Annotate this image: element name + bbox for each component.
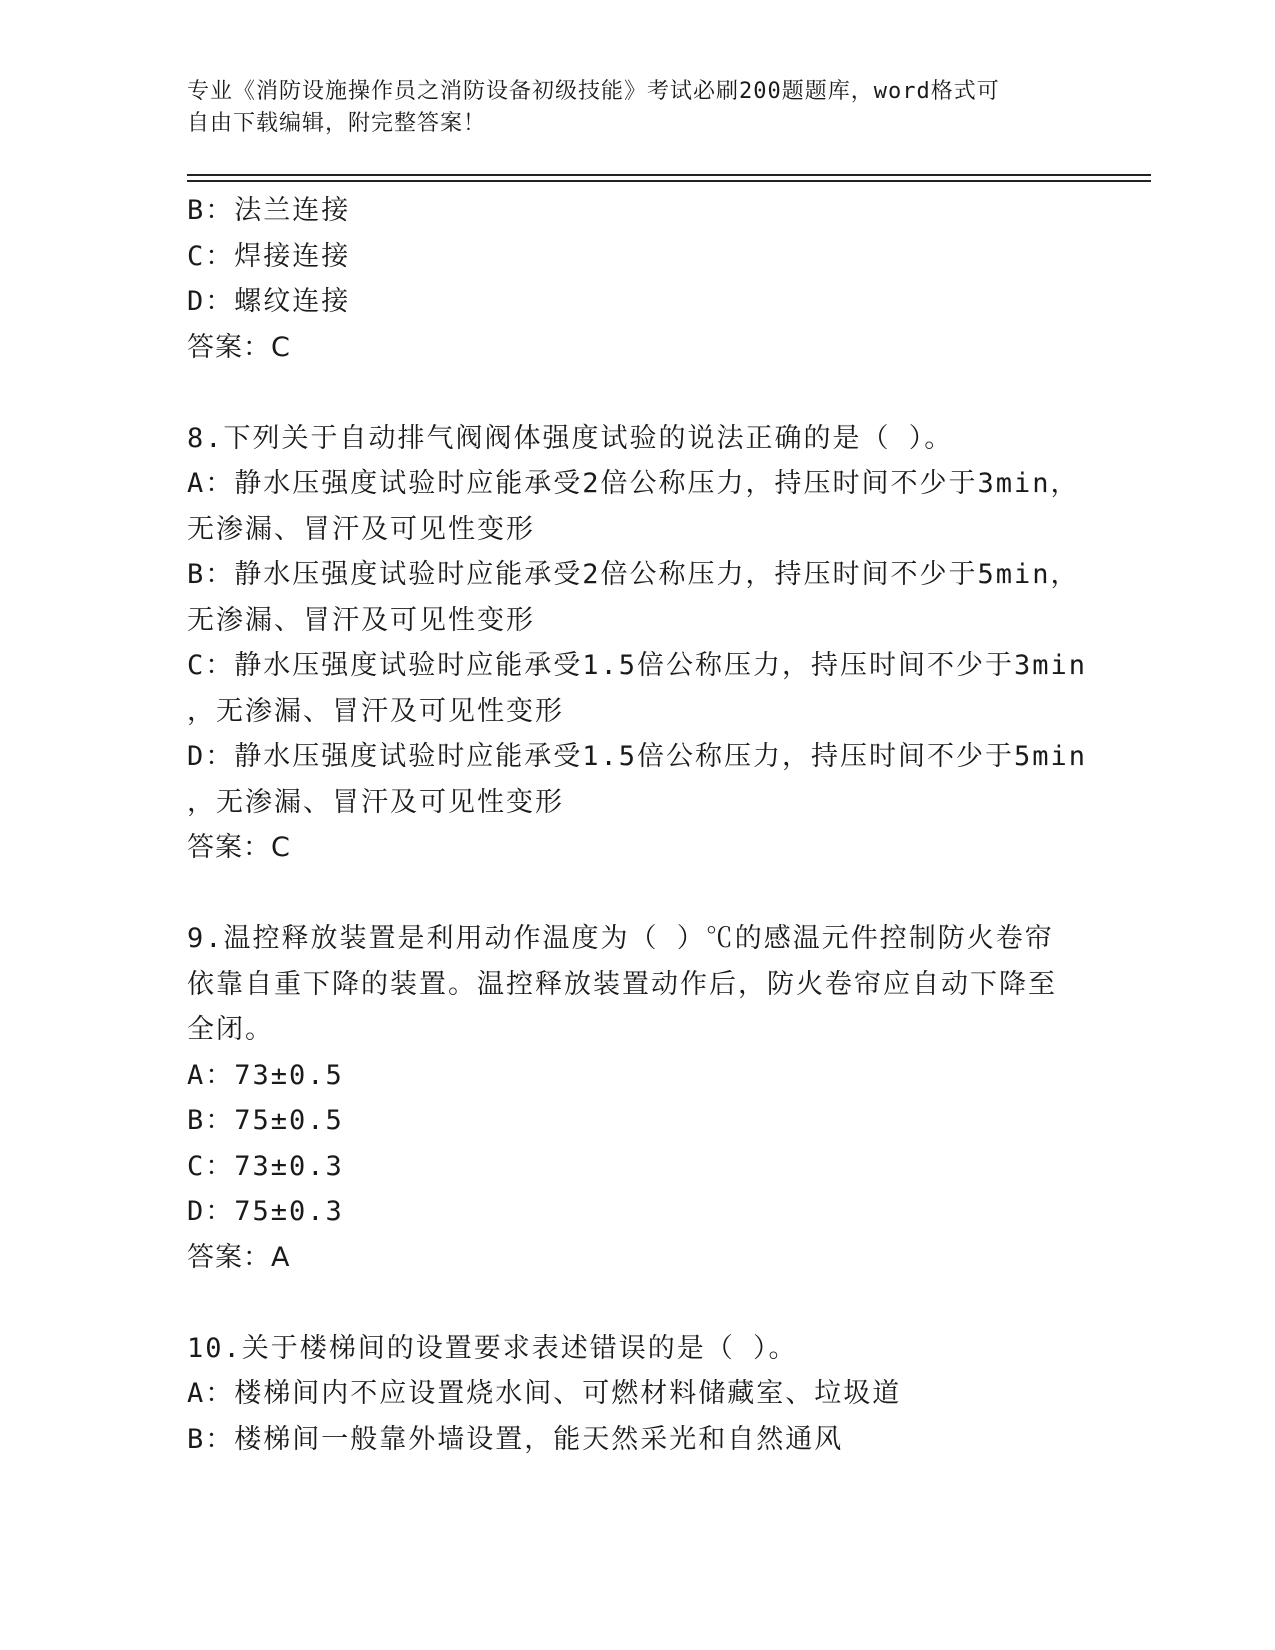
- spacer: [187, 871, 1087, 917]
- q8-option-a: A：静水压强度试验时应能承受2倍公称压力，持压时间不少于3min，: [187, 468, 1080, 499]
- document-header: [187, 76, 1067, 140]
- q8-option-c-cont: ，无渗漏、冒汗及可见性变形: [187, 695, 564, 727]
- q10-stem: 10.关于楼梯间的设置要求表述错误的是（ ）。: [187, 1332, 798, 1364]
- q9-stem: 9.温控释放装置是利用动作温度为（ ）℃的感温元件控制防火卷帘: [187, 923, 1054, 954]
- question-list: [187, 188, 1087, 1462]
- header-title-line-1: 专业《消防设施操作员之消防设备初级技能》考试必刷200题题库，word格式可: [187, 79, 1000, 104]
- header-title-line-2: 自由下载编辑，附完整答案！: [187, 111, 487, 136]
- spacer: [187, 370, 1087, 416]
- q8-option-c: C：静水压强度试验时应能承受1.5倍公称压力，持压时间不少于3min: [187, 650, 1088, 681]
- header-divider-bottom: [187, 180, 1151, 182]
- q10-option-b: B：楼梯间一般靠外墙设置，能天然采光和自然通风: [187, 1423, 844, 1455]
- q9-option-c: C：73±0.3: [187, 1150, 344, 1182]
- q9-answer: 答案：A: [187, 1241, 291, 1273]
- question-9: [187, 916, 1087, 1280]
- q7-option-b: B：法兰连接: [187, 195, 351, 226]
- q8-option-b: B：静水压强度试验时应能承受2倍公称压力，持压时间不少于5min，: [187, 559, 1080, 590]
- q10-option-a: A：楼梯间内不应设置烧水间、可燃材料储藏室、垃圾道: [187, 1378, 902, 1409]
- q9-option-b: B：75±0.5: [187, 1105, 344, 1136]
- q9-stem-cont-1: 依靠自重下降的装置。温控释放装置动作后，防火卷帘应自动下降至: [187, 968, 1057, 1000]
- q9-stem-cont-2: 全闭。: [187, 1014, 274, 1045]
- q8-stem: 8.下列关于自动排气阀阀体强度试验的说法正确的是（ ）。: [187, 422, 954, 454]
- header-divider-top: [187, 174, 1151, 176]
- q8-option-d-cont: ，无渗漏、冒汗及可见性变形: [187, 786, 564, 818]
- q7-answer: 答案：C: [187, 331, 291, 363]
- q7-option-d: D：螺纹连接: [187, 286, 351, 317]
- q8-answer: 答案：C: [187, 832, 291, 863]
- question-7: [187, 188, 1087, 370]
- q8-option-b-cont: 无渗漏、冒汗及可见性变形: [187, 604, 535, 636]
- q9-option-a: A：73±0.5: [187, 1059, 344, 1091]
- q7-option-c: C：焊接连接: [187, 240, 351, 272]
- q8-option-a-cont: 无渗漏、冒汗及可见性变形: [187, 513, 535, 545]
- spacer: [187, 1280, 1087, 1326]
- question-10: [187, 1326, 1087, 1463]
- question-8: [187, 416, 1087, 871]
- q8-option-d: D：静水压强度试验时应能承受1.5倍公称压力，持压时间不少于5min: [187, 741, 1088, 772]
- q9-option-d: D：75±0.3: [187, 1196, 344, 1227]
